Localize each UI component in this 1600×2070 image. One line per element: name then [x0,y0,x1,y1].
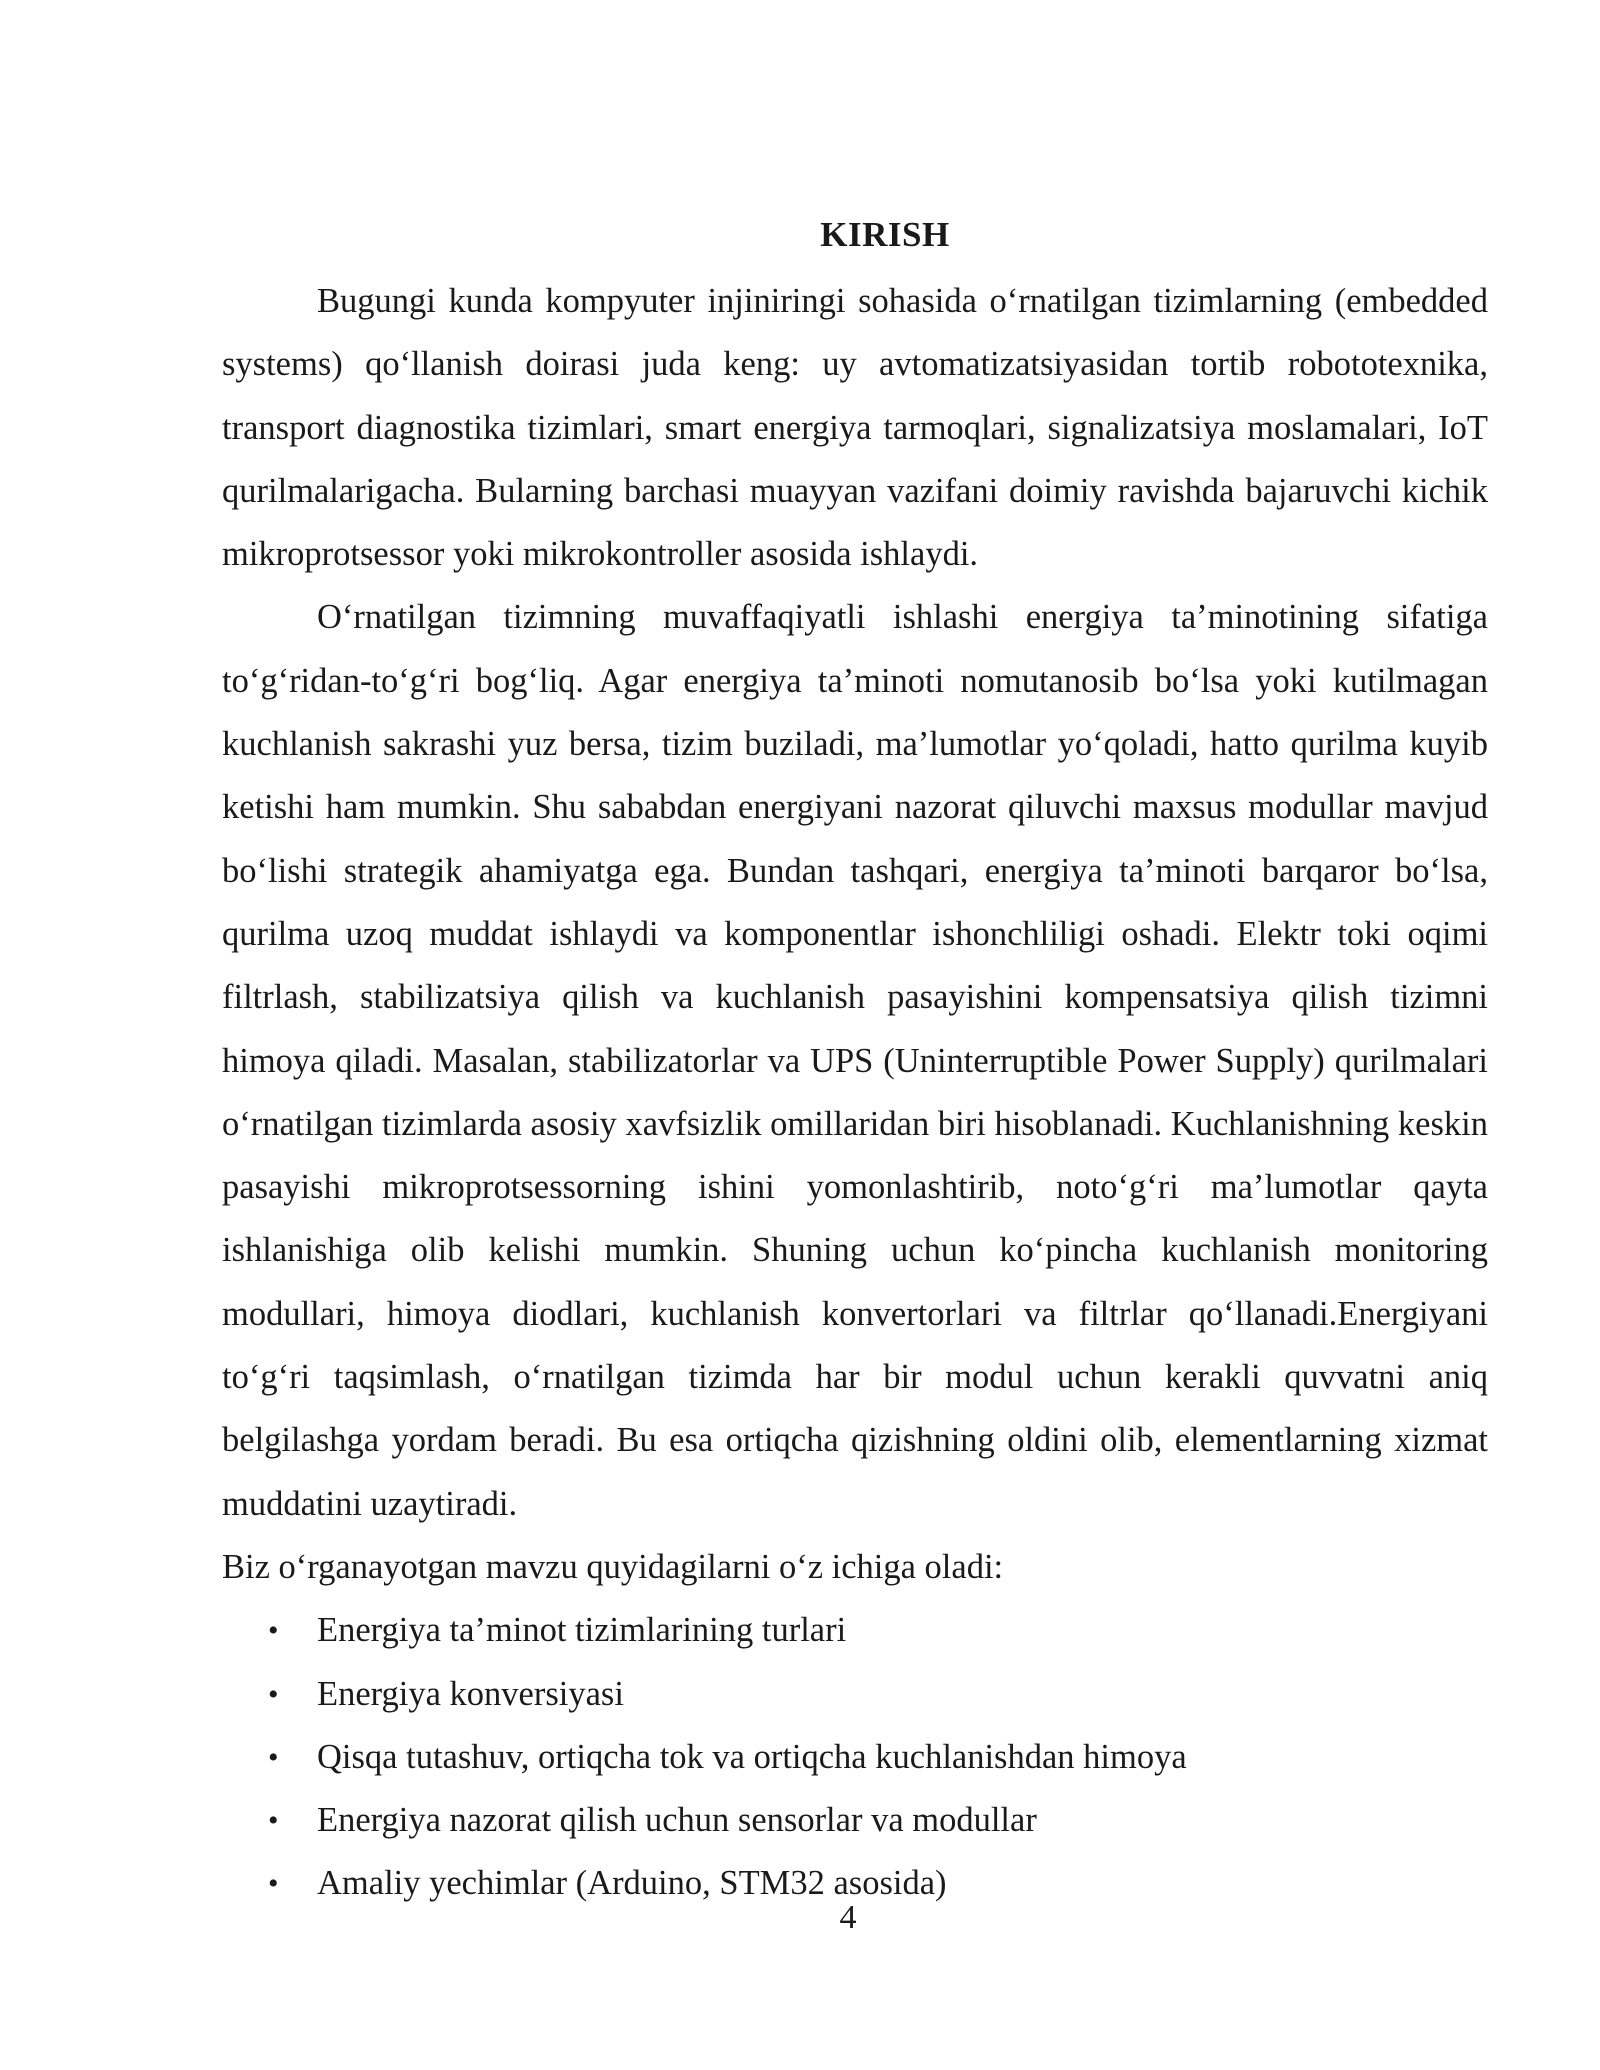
list-item-text: Amaliy yechimlar (Arduino, STM32 asosida) [317,1864,947,1903]
paragraph-energy-supply: O‘rnatilgan tizimning muvaffaqiyatli ishlashi energiya ta’minotining sifatiga to‘g‘ridan-to‘g‘ri bog‘liq. Agar energiya ta’minoti nomutanosib bo‘lsa yoki kutilmagan kuchlanish sakrashi yuz bersa, tizim buziladi, ma’lumotlar yo‘qoladi, hatto qurilma kuyib ketishi ham mumkin. Shu sababdan energiyani nazorat qiluvchi maxsus modullar mavjud bo‘lishi strategik ahamiyatga ega. Bundan tashqari, energiya ta’minoti barqaror bo‘lsa, qurilma uzoq muddat ishlaydi va komponentlar ishonchliligi oshadi. Elektr toki oqimi filtrlash, stabilizatsiya qilish va kuchlanish pasayishini kompensatsiya qilish tizimni himoya qiladi. Masalan, stabilizatorlar va UPS (Uninterruptible Power Supply) qurilmalari o‘rnatilgan tizimlarda asosiy xavfsizlik omillaridan biri hisoblanadi. Kuchlanishning keskin pasayishi mikroprotsessorning ishini yomonlashtirib, noto‘g‘ri ma’lumotlar qayta ishlanishiga olib kelishi mumkin. Shuning uchun ko‘pincha kuchlanish monitoring modullari, himoya diodlari, kuchlanish konvertorlari va filtrlar qo‘llanadi.Energiyani to‘g‘ri taqsimlash, o‘rnatilgan tizimda har bir modul uchun kerakli quvvatni aniq belgilashga yordam beradi. Bu esa ortiqcha qizishning oldini olib, elementlarning xizmat muddatini uzaytiradi. [222,598,1488,1523]
list-item [222,1726,1488,1789]
document-page [222,210,1488,1916]
section-title: KIRISH [820,215,950,254]
list-item [222,1599,1488,1662]
paragraph-intro: Bugungi kunda kompyuter injiniringi sohasida o‘rnatilgan tizimlarning (embedded systems) qo‘llanish doirasi juda keng: uy avtomatizatsiyasidan tortib robototexnika, transport diagnostika tizimlari, smart energiya tarmoqlari, signalizatsiya moslamalari, IoT qurilmalarigacha. Bularning barchasi muayyan vazifani doimiy ravishda bajaruvchi kichik mikroprotsessor yoki mikrokontroller asosida ishlaydi. [222,282,1488,574]
list-item-text: Energiya konversiyasi [317,1674,624,1713]
bullet-icon: • [268,1740,279,1774]
bullet-icon: • [268,1677,279,1711]
topics-intro: Biz o‘rganayotgan mavzu quyidagilarni o‘z ichiga oladi: [222,1547,1004,1586]
page-number: 4 [839,1899,857,1936]
list-item [222,1663,1488,1726]
bullet-icon: • [268,1867,279,1901]
list-item-text: Energiya nazorat qilish uchun sensorlar va modullar [317,1801,1037,1840]
list-item [222,1789,1488,1852]
list-item-text: Energiya ta’minot tizimlarining turlari [317,1611,847,1650]
topics-list [222,1599,1488,1915]
bullet-icon: • [268,1804,279,1838]
bullet-icon: • [268,1614,279,1648]
list-item-text: Qisqa tutashuv, ortiqcha tok va ortiqcha kuchlanishdan himoya [317,1737,1187,1776]
